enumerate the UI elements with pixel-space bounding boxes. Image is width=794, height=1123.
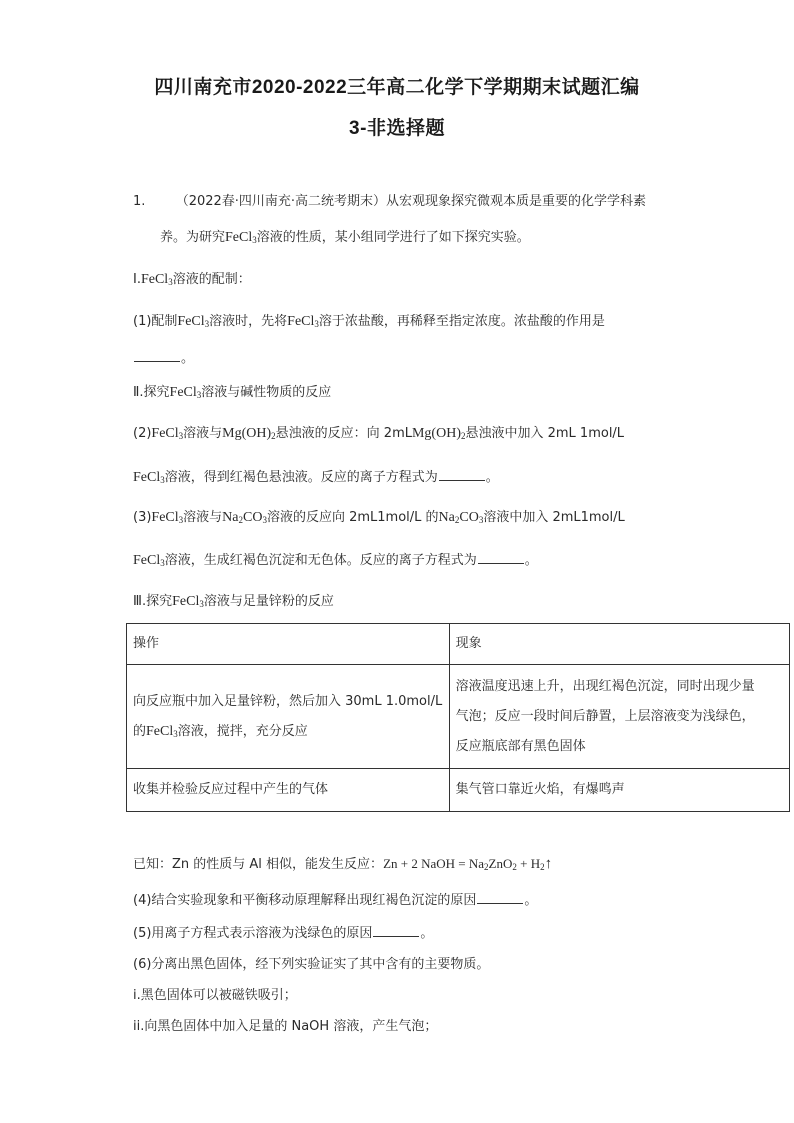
- fecl3-formula: FeCl$_3$: [133, 470, 165, 485]
- fecl3-formula: FeCl$_3$: [151, 510, 184, 525]
- question-intro-line1: [133, 193, 646, 211]
- answer-blank[interactable]: [478, 551, 524, 564]
- fecl3-formula: FeCl$_3$: [287, 314, 319, 329]
- na2co3-formula: $Na_2CO_3$: [438, 510, 484, 525]
- na2co3-formula: $Na_2CO_3$: [222, 510, 267, 525]
- q6-item-ii: ii.向黑色固体中加入足量的 NaOH 溶液，产生气泡；: [133, 1019, 438, 1034]
- known-reaction: 已知：Zn 的性质与 Al 相似，能发生反应：Zn + 2 NaOH = $Na_2ZnO_2$ + $H_2↑$: [133, 856, 553, 872]
- fecl3-formula: FeCl$_3$: [140, 272, 173, 287]
- table-cell-operation: 收集并检验反应过程中产生的气体: [127, 769, 450, 812]
- question-intro-text: （2022春·四川南充·高二统考期末）从宏观现象探究微观本质是重要的化学学科素: [175, 194, 647, 209]
- answer-blank[interactable]: [439, 468, 485, 481]
- section-1-heading: Ⅰ.FeCl$_3$溶液的配制：: [133, 272, 251, 287]
- fecl3-formula: FeCl$_3$: [151, 426, 184, 441]
- doc-subtitle: 3-非选择题: [349, 118, 445, 139]
- gas-arrow-icon: ↑: [544, 856, 553, 872]
- fecl3-formula: FeCl$_3$: [177, 314, 210, 329]
- table-row: [127, 769, 790, 812]
- q6-line: (6)分离出黑色固体，经下列实验证实了其中含有的主要物质。: [133, 957, 490, 972]
- doc-title: 四川南充市2020-2022三年高二化学下学期期末试题汇编: [154, 77, 640, 98]
- answer-blank[interactable]: [373, 924, 419, 937]
- table-row: [127, 665, 790, 769]
- q2-line1: (2)FeCl$_3$溶液与$Mg(OH)_2$悬浊液的反应：向 $2mLMg(OH)_2$悬浊液中加入 2mL 1mol/L: [133, 426, 625, 441]
- mgoh2-formula: $Mg(OH)_2$: [411, 426, 466, 441]
- table-header-row: [127, 624, 790, 665]
- fecl3-formula: FeCl$_3$: [172, 594, 204, 609]
- mgoh2-formula: $Mg(OH)_2$: [222, 426, 276, 441]
- fecl3-formula: FeCl$_3$: [146, 723, 178, 739]
- experiment-table: [126, 623, 790, 812]
- q6-item-i: i.黑色固体可以被磁铁吸引；: [133, 988, 297, 1003]
- q1-line2: 。: [133, 349, 194, 368]
- section-3-heading: Ⅲ.探究FeCl$_3$溶液与足量锌粉的反应: [133, 594, 334, 609]
- question-intro-line2: 养。为研究FeCl$_3$溶液的性质，某小组同学进行了如下探究实验。: [160, 230, 530, 245]
- q3-line1: (3)FeCl$_3$溶液与$Na_2CO_3$溶液的反应向 2mL1mol/L 的$Na_2CO_3$溶液中加入 2mL1mol/L: [133, 510, 625, 525]
- answer-blank[interactable]: [134, 349, 180, 362]
- q5-line: (5)用离子方程式表示溶液为浅绿色的原因 。: [133, 926, 434, 941]
- section-2-heading: Ⅱ.探究FeCl$_3$溶液与碱性物质的反应: [133, 385, 332, 400]
- table-header-phenomenon: 现象: [449, 624, 789, 665]
- table-header-operation: 操作: [127, 624, 450, 665]
- table-cell-phenomenon: 集气管口靠近火焰，有爆鸣声: [449, 769, 789, 812]
- q3-line2: FeCl$_3$溶液，生成红褐色沉淀和无色体。反应的离子方程式为 。: [133, 553, 538, 568]
- q2-line2: FeCl$_3$溶液，得到红褐色悬浊液。反应的离子方程式为 。: [133, 470, 499, 485]
- q4-line: (4)结合实验现象和平衡移动原理解释出现红褐色沉淀的原因 。: [133, 893, 538, 908]
- zinc-reaction-equation: Zn + 2 NaOH = $Na_2ZnO_2$ + $H_2↑$: [383, 856, 553, 872]
- fecl3-formula: FeCl$_3$: [133, 553, 165, 568]
- answer-blank[interactable]: [477, 891, 523, 904]
- question-number: 1.: [133, 194, 146, 209]
- fecl3-formula: FeCl$_3$: [225, 230, 257, 245]
- fecl3-formula: FeCl$_3$: [169, 385, 202, 400]
- q1-line1: (1)配制FeCl$_3$溶液时，先将FeCl$_3$溶于浓盐酸，再稀释至指定浓度。浓盐酸的作用是: [133, 314, 605, 329]
- table-cell-phenomenon: 溶液温度迅速上升，出现红褐色沉淀，同时出现少量 气泡；反应一段时间后静置，上层溶液变为浅绿色， 反应瓶底部有黑色固体: [449, 665, 789, 769]
- table-cell-operation: 向反应瓶中加入足量锌粉，然后加入 30mL 1.0mol/L 的FeCl$_3$溶液，搅拌，充分反应: [127, 665, 450, 769]
